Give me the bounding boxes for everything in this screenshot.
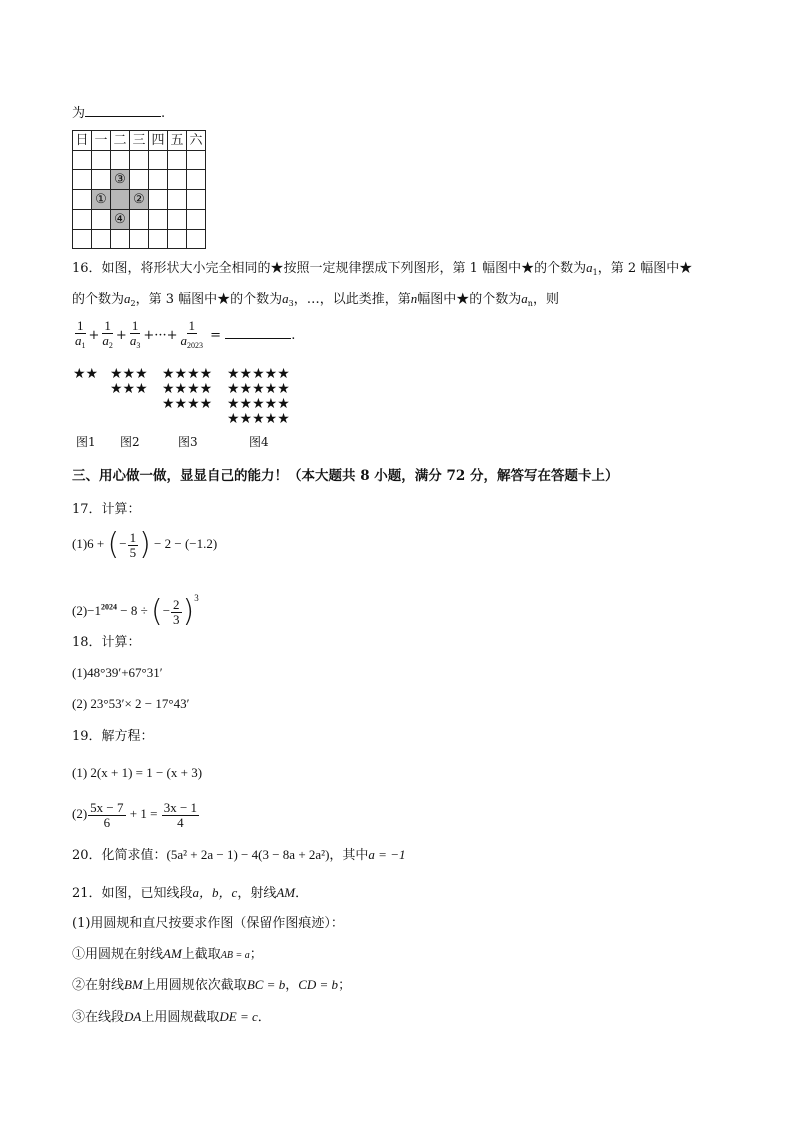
calendar-cell bbox=[92, 230, 111, 249]
q17-part2: $(2)-1^{2024} - 8$ ÷ (− $\frac{2}{3}$ )$^3$ bbox=[72, 593, 199, 630]
answer-blank bbox=[85, 104, 161, 117]
star-figure-3: ★★★★ ★★★★ ★★★★ bbox=[162, 366, 213, 412]
calendar-cell bbox=[130, 210, 149, 230]
calendar-header: 五 bbox=[168, 131, 187, 151]
calendar-cell bbox=[111, 151, 130, 170]
calendar-row bbox=[73, 170, 206, 190]
fraction: $\frac{5x - 7}{6}$ bbox=[90, 799, 124, 830]
calendar-cell bbox=[168, 170, 187, 190]
calendar-cell bbox=[187, 230, 206, 249]
q17-title: 17．计算： bbox=[72, 502, 141, 517]
answer-blank bbox=[225, 326, 291, 339]
calendar-row bbox=[73, 190, 206, 210]
calendar-cell bbox=[130, 151, 149, 170]
calendar-cell bbox=[168, 210, 187, 230]
fraction: $\frac{1}{a_2}$ bbox=[102, 317, 113, 350]
calendar-cell-center bbox=[111, 190, 130, 210]
figure-caption: 图4 bbox=[249, 435, 269, 449]
fraction: $\frac{1}{a_{2023}}$ bbox=[180, 317, 203, 350]
q18-part2: (2) 23°53′× 2 − 17°43′ bbox=[72, 696, 190, 711]
calendar-cell bbox=[187, 190, 206, 210]
calendar-header: 四 bbox=[149, 131, 168, 151]
figure-caption: 图1 bbox=[76, 435, 96, 449]
star-figure-4: ★★★★★ ★★★★★ ★★★★★ ★★★★★ bbox=[227, 366, 290, 427]
calendar-cell bbox=[149, 170, 168, 190]
calendar-cell-marked: ③ bbox=[111, 170, 130, 190]
q16-formula: $\frac{1}{a_1}$ + $\frac{1}{a_2}$ + $\frac{1}{a_3}$ +···+ $\frac{1}{a_{2023}}$ = . bbox=[72, 316, 295, 356]
q16-line1: 16．如图，将形状大小完全相同的★按照一定规律摆成下列图形，第 1 幅图中★的个数为$a_1$，第 2 幅图中★ bbox=[72, 260, 693, 277]
calendar-cell bbox=[187, 210, 206, 230]
figure-caption: 图2 bbox=[120, 435, 140, 449]
calendar-cell bbox=[168, 230, 187, 249]
calendar-cell bbox=[130, 230, 149, 249]
q21-step1: ①用圆规在射线AM上截取AB = a； bbox=[72, 946, 263, 962]
fraction: $\frac{1}{5}$ bbox=[129, 529, 137, 560]
calendar-row bbox=[73, 210, 206, 230]
calendar-cell bbox=[92, 210, 111, 230]
calendar-cell bbox=[149, 151, 168, 170]
calendar-row bbox=[73, 151, 206, 170]
calendar-cell bbox=[73, 230, 92, 249]
q21-title: 21．如图，已知线段a，b，c，射线AM． bbox=[72, 885, 309, 901]
fraction: $\frac{1}{a_3}$ bbox=[129, 317, 141, 350]
calendar-cell bbox=[111, 230, 130, 249]
calendar-header: 三 bbox=[130, 131, 149, 151]
calendar-cell bbox=[149, 190, 168, 210]
q20: 20．化简求值：(5a² + 2a − 1) − 4(3 − 8a + 2a²)，其中a = −1 bbox=[72, 847, 406, 863]
section-heading: 三、用心做一做，显显自己的能力！（本大题共 8 小题，满分 72 分，解答写在答题卡上） bbox=[72, 468, 619, 484]
calendar-header: 日 bbox=[73, 131, 92, 151]
figure-caption: 图3 bbox=[178, 435, 198, 449]
calendar-cell bbox=[130, 170, 149, 190]
q18-title: 18．计算： bbox=[72, 635, 141, 650]
calendar-cell bbox=[168, 151, 187, 170]
calendar-row bbox=[73, 230, 206, 249]
calendar-grid bbox=[72, 130, 206, 249]
star-figure-1: ★★ bbox=[73, 366, 99, 382]
calendar-header: 一 bbox=[92, 131, 111, 151]
q19-part1: (1) 2(x + 1) = 1 − (x + 3) bbox=[72, 765, 203, 780]
calendar-cell bbox=[73, 151, 92, 170]
fraction: $\frac{2}{3}$ bbox=[173, 596, 180, 627]
calendar-cell bbox=[187, 151, 206, 170]
q21-part1: (1)用圆规和直尺按要求作图（保留作图痕迹）： bbox=[72, 916, 344, 931]
q21-step2: ②在射线BM上用圆规依次截取BC = b，CD = b； bbox=[72, 977, 352, 993]
calendar-header: 六 bbox=[187, 131, 206, 151]
calendar-cell bbox=[149, 210, 168, 230]
calendar-cell bbox=[73, 190, 92, 210]
calendar-cell-marked: ② bbox=[130, 190, 149, 210]
calendar-cell-marked: ① bbox=[92, 190, 111, 210]
calendar-cell bbox=[73, 210, 92, 230]
fraction: $\frac{1}{a_1}$ bbox=[75, 317, 86, 350]
calendar-cell bbox=[149, 230, 168, 249]
calendar-cell bbox=[187, 170, 206, 190]
q15-tail: 为 . bbox=[72, 106, 166, 121]
calendar-cell bbox=[73, 170, 92, 190]
calendar-cell-marked: ④ bbox=[111, 210, 130, 230]
calendar-header-row bbox=[73, 131, 206, 151]
q18-part1: (1)48°39′+67°31′ bbox=[72, 665, 163, 680]
fraction: $\frac{3x - 1}{4}$ bbox=[163, 799, 198, 830]
calendar-cell bbox=[168, 190, 187, 210]
q19-part2: (2) $\frac{5x - 7}{6}$ + 1 = $\frac{3x - 1}{4}$ bbox=[72, 799, 198, 830]
calendar-cell bbox=[92, 151, 111, 170]
q17-part1: (1)6 + (− $\frac{1}{5}$ ) − 2 − (−1.2) bbox=[72, 527, 218, 563]
q16-line2: 的个数为$a_2$，第 3 幅图中★的个数为$a_3$，…，以此类推，第n幅图中★的个数为$a_n$，则 bbox=[72, 291, 559, 308]
star-figure-2: ★★★ ★★★ bbox=[110, 366, 148, 397]
calendar-cell bbox=[92, 170, 111, 190]
q19-title: 19．解方程： bbox=[72, 729, 154, 744]
calendar-header: 二 bbox=[111, 131, 130, 151]
q21-step3: ③在线段DA上用圆规截取DE = c． bbox=[72, 1009, 271, 1025]
